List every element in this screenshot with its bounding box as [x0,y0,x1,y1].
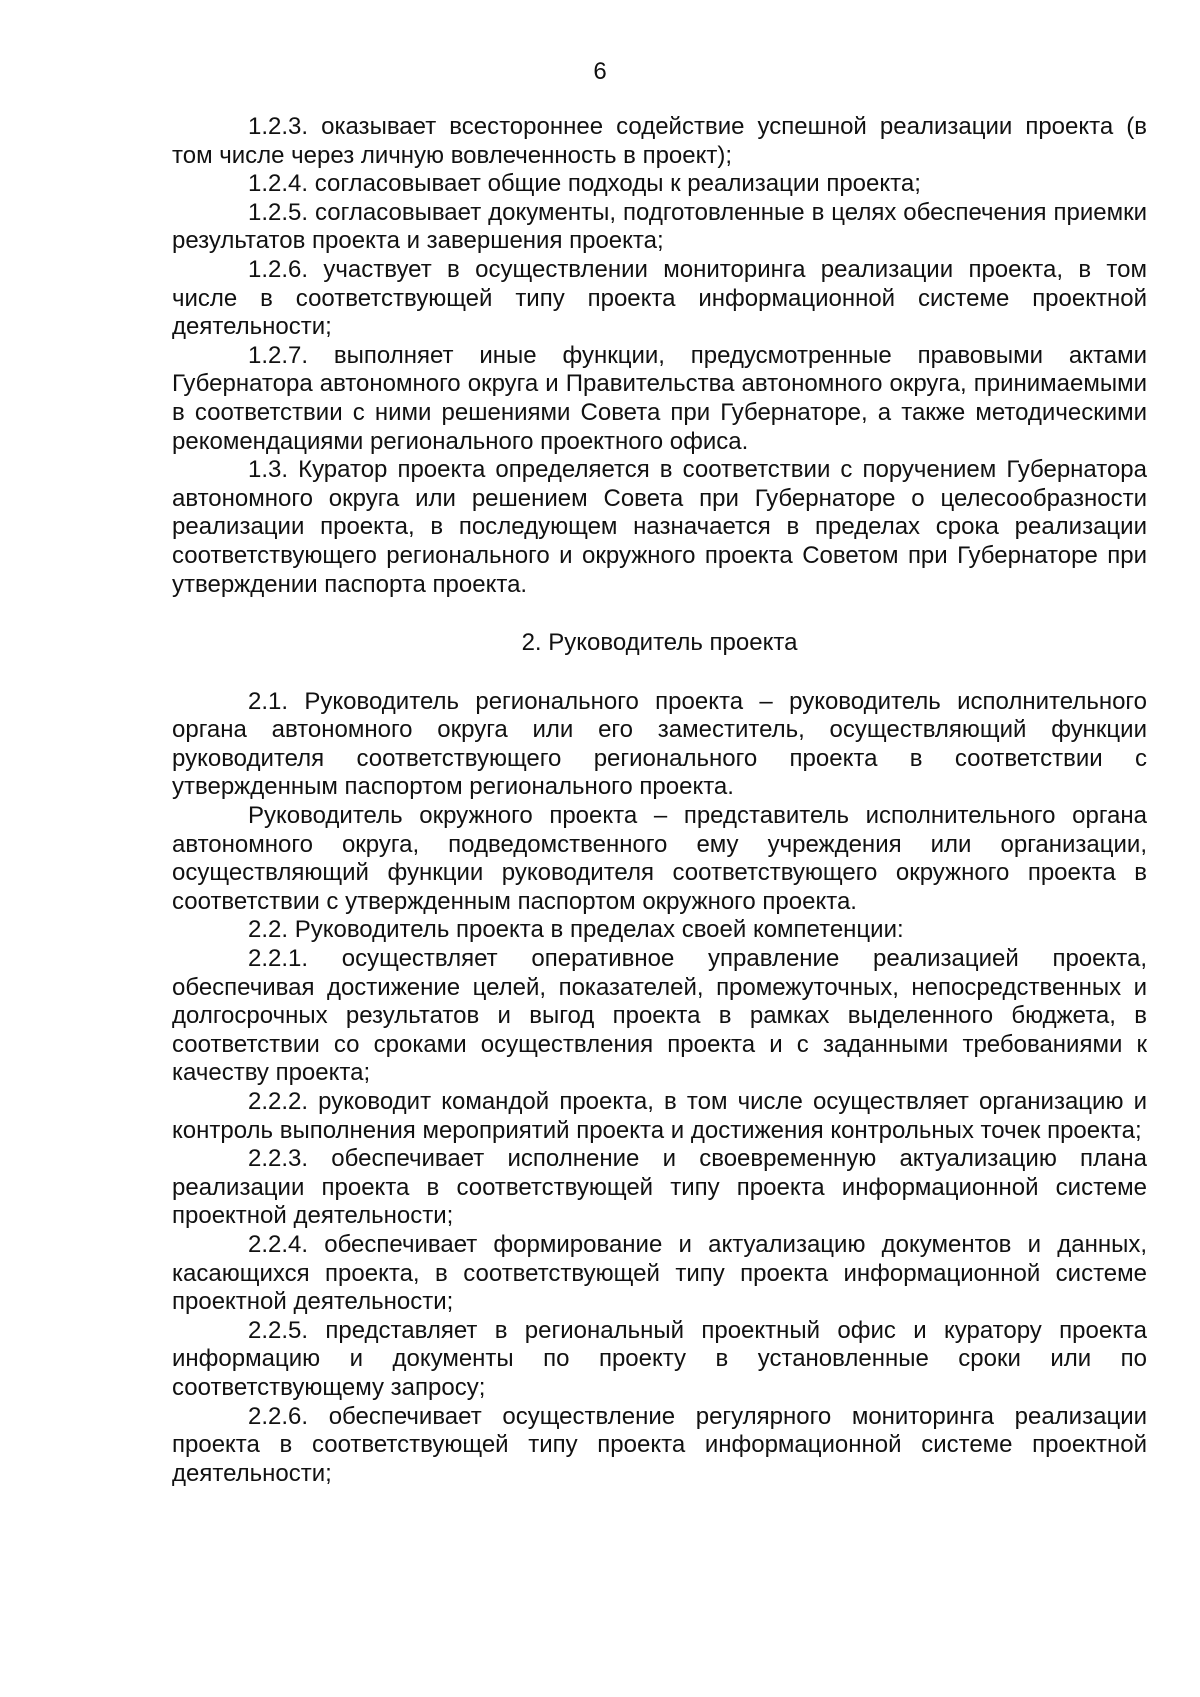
paragraph-2-1: 2.1. Руководитель регионального проекта – руководитель исполнительного органа автономного округа или его заместитель, осуществляющий функции руководителя соответствующего регионального проекта в соответствии с утвержденным паспортом регионального проекта. [172,687,1147,801]
paragraph-2-2-2: 2.2.2. руководит командой проекта, в том числе осуществляет организацию и контроль выполнения мероприятий проекта и достижения контрольных точек проекта; [172,1088,1147,1144]
paragraph-2-2-6: 2.2.6. обеспечивает осуществление регулярного мониторинга реализации проекта в соответствующей типу проекта информационной системе проектной деятельности; [172,1402,1147,1487]
paragraph-1-2-5: 1.2.5. согласовывает документы, подготовленные в целях обеспечения приемки результатов проекта и завершения проекта; [172,198,1147,255]
paragraph-2-2-4: 2.2.4. обеспечивает формирование и актуализацию документов и данных, касающихся проекта, в соответствующей типу проекта информационной системе проектной деятельности; [172,1230,1147,1316]
paragraph-1-2-4: 1.2.4. согласовывает общие подходы к реализации проекта; [248,170,921,198]
paragraph-1-3: 1.3. Куратор проекта определяется в соответствии с поручением Губернатора автономного округа или решением Совета при Губернаторе о целесообразности реализации проекта, в последующем назначается в пределах срока реализации соответствующего регионального и окружного проекта Советом при Губернаторе при утверждении паспорта проекта. [172,456,1147,598]
section-heading: 2. Руководитель проекта [521,629,798,657]
paragraph-2-1-district: Руководитель окружного проекта – представитель исполнительного органа автономного округа, подведомственного ему учреждения или организации, осуществляющий функции руководителя соответствующего окружного проекта в соответствии с утвержденным паспортом окружного проекта. [172,802,1147,915]
paragraph-2-2-1: 2.2.1. осуществляет оперативное управление реализацией проекта, обеспечивая достижение целей, показателей, промежуточных, непосредственных и долгосрочных результатов и выгод проекта в рамках выделенного бюджета, в соответствии со сроками осуществления проекта и с заданными требованиями к качеству проекта; [172,945,1147,1087]
paragraph-2-2-3: 2.2.3. обеспечивает исполнение и своевременную актуализацию плана реализации проекта в соответствующей типу проекта информационной системе проектной деятельности; [172,1145,1147,1230]
page-number: 6 [593,58,607,85]
paragraph-1-2-6: 1.2.6. участвует в осуществлении мониторинга реализации проекта, в том числе в соответствующей типу проекта информационной системе проектной деятельности; [172,255,1147,341]
paragraph-1-2-7: 1.2.7. выполняет иные функции, предусмотренные правовыми актами Губернатора автономного округа и Правительства автономного округа, принимаемыми в соответствии с ними решениями Совета при Губернаторе, а также методическими рекомендациями регионального проектного офиса. [172,341,1147,455]
document-body [172,113,1147,1488]
paragraph-2-2: 2.2. Руководитель проекта в пределах своей компетенции: [248,916,904,944]
paragraph-2-2-5: 2.2.5. представляет в региональный проектный офис и куратору проекта информацию и документы по проекту в установленные сроки или по соответствующему запросу; [172,1316,1147,1401]
paragraph-1-2-3: 1.2.3. оказывает всестороннее содействие успешной реализации проекта (в том числе через личную вовлеченность в проект); [172,113,1147,169]
